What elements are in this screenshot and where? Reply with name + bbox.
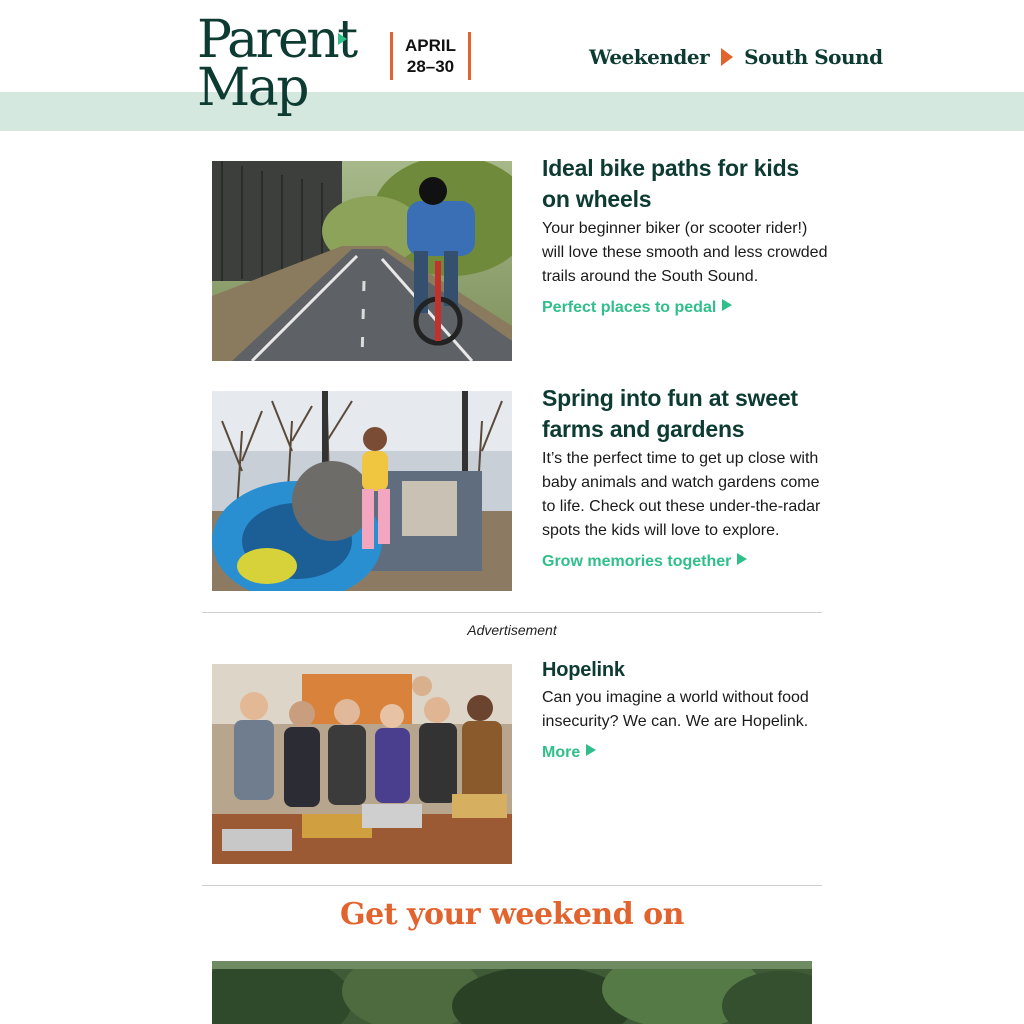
article-text bbox=[542, 383, 832, 571]
header-band bbox=[0, 92, 1024, 131]
ad-text bbox=[542, 656, 832, 762]
article-body: It’s the perfect time to get up close with baby animals and watch gardens come to life. Check out these under-the-radar spots the kids will love to explore. bbox=[542, 450, 821, 539]
issue-month: APRIL bbox=[405, 36, 456, 55]
issue-date bbox=[390, 32, 471, 80]
ad-image-hopelink[interactable] bbox=[212, 664, 512, 864]
play-arrow-icon bbox=[737, 553, 747, 565]
article-text bbox=[542, 153, 832, 317]
newsletter-header bbox=[0, 0, 1024, 131]
divider bbox=[202, 885, 822, 886]
edition-region: South Sound bbox=[744, 45, 883, 69]
article-body: Your beginner biker (or scooter rider!) will love these smooth and less crowded trails around the South Sound. bbox=[542, 220, 828, 285]
edition-name: Weekender bbox=[589, 45, 710, 69]
cta-label: Grow memories together bbox=[542, 553, 732, 570]
play-arrow-icon bbox=[721, 48, 733, 66]
feature-image-park[interactable] bbox=[212, 961, 812, 1024]
play-arrow-icon bbox=[586, 744, 596, 756]
ad-title[interactable]: Hopelink bbox=[542, 659, 625, 681]
cta-label: Perfect places to pedal bbox=[542, 299, 717, 316]
article-image-tractor[interactable] bbox=[212, 391, 512, 591]
article-title[interactable]: Spring into fun at sweet farms and gardens bbox=[542, 385, 798, 442]
article-cta-link[interactable] bbox=[542, 553, 747, 571]
divider bbox=[202, 612, 822, 613]
issue-days: 28–30 bbox=[406, 57, 455, 76]
cta-label: More bbox=[542, 744, 581, 761]
logo-play-icon bbox=[338, 33, 347, 45]
edition-label bbox=[589, 43, 883, 71]
article-image-bike[interactable] bbox=[212, 161, 512, 361]
ad-body: Can you imagine a world without food insecurity? We can. We are Hopelink. bbox=[542, 689, 809, 730]
advertisement-label: Advertisement bbox=[467, 622, 557, 638]
logo-line-2: Map bbox=[197, 58, 308, 118]
ad-more-link[interactable] bbox=[542, 744, 596, 762]
article-cta-link[interactable] bbox=[542, 299, 732, 317]
section-title: Get your weekend on bbox=[340, 897, 684, 932]
logo-line-1: Parent bbox=[197, 10, 356, 70]
parentmap-logo[interactable] bbox=[197, 10, 356, 118]
play-arrow-icon bbox=[722, 299, 732, 311]
article-title[interactable]: Ideal bike paths for kids on wheels bbox=[542, 155, 800, 212]
